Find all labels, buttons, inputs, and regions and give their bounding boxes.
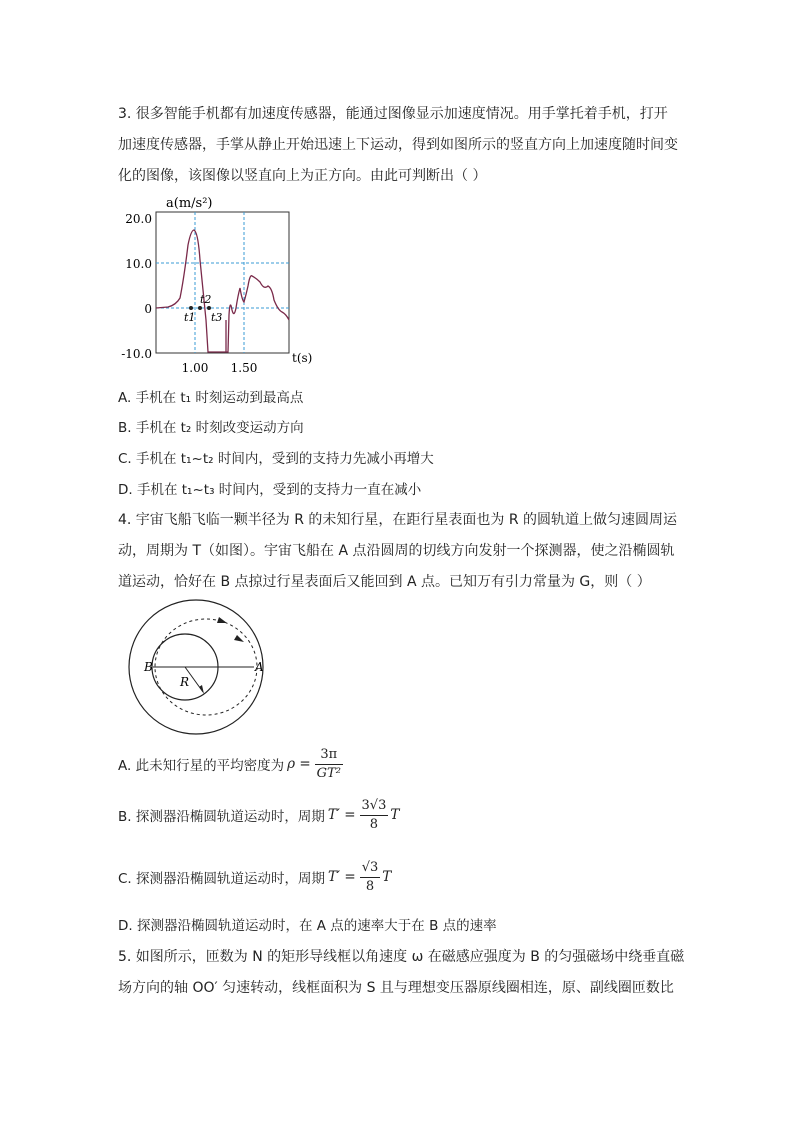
- q4-option-b-tail: T: [390, 807, 400, 823]
- q4-line-2: 动，周期为 T（如图）。宇宙飞船在 A 点沿圆周的切线方向发射一个探测器，使之沿椭圆轨: [118, 543, 675, 559]
- label-t1: t1: [184, 311, 196, 324]
- q4-option-a-fraction: [315, 746, 343, 783]
- x-axis-label: t(s): [292, 351, 313, 365]
- q4-option-b-lhs: T′ =: [327, 807, 356, 823]
- q4-option-b-fraction: [360, 797, 389, 834]
- orbit-arrow-outer: [217, 617, 227, 623]
- q4-option-b-numerator: 3√3: [360, 797, 389, 816]
- y-tick-0: 0: [144, 302, 152, 316]
- graph-grid: [156, 212, 289, 353]
- y-axis-label: a(m/s²): [166, 196, 213, 211]
- acceleration-time-graph: [118, 190, 318, 380]
- q5-line-1: 5. 如图所示，匝数为 N 的矩形导线框以角速度 ω 在磁感应强度为 B 的匀强磁场中绕垂直磁: [118, 949, 685, 965]
- q4-option-a-numerator: 3π: [315, 746, 343, 765]
- radius-arrowhead: [199, 685, 204, 694]
- q4-option-a: [118, 744, 343, 784]
- q3-line-3: 化的图像，该图像以竖直向上为正方向。由此可判断出（ ）: [118, 168, 487, 184]
- q4-option-b: [118, 795, 399, 835]
- point-t1: [189, 306, 193, 310]
- label-r: R: [180, 675, 190, 689]
- q4-option-c-numerator: √3: [360, 859, 381, 878]
- y-tick-10: 10.0: [125, 257, 152, 271]
- point-t2: [198, 306, 202, 310]
- x-tick-1-50: 1.50: [230, 361, 258, 375]
- q4-option-c: [118, 857, 391, 897]
- label-t3: t3: [211, 311, 223, 324]
- q4-option-b-denominator: 8: [369, 816, 379, 832]
- q4-line-1: 4. 宇宙飞船飞临一颗半径为 R 的未知行星，在距行星表面也为 R 的圆轨道上做匀速圆周运: [118, 512, 678, 528]
- label-b: B: [144, 660, 153, 674]
- q4-line-3: 道运动，恰好在 B 点掠过行星表面后又能回到 A 点。已知万有引力常量为 G，则（ ）: [118, 574, 651, 590]
- orbit-diagram: [118, 598, 278, 743]
- y-tick-neg10: -10.0: [121, 347, 152, 361]
- y-tick-20: 20.0: [125, 212, 152, 226]
- q3-line-1: 3. 很多智能手机都有加速度传感器，能通过图像显示加速度情况。用手掌托着手机，打开: [118, 106, 668, 122]
- q4-option-d: D. 探测器沿椭圆轨道运动时，在 A 点的速率大于在 B 点的速率: [118, 918, 497, 934]
- graph-frame: [156, 212, 289, 353]
- label-a: A: [255, 660, 264, 674]
- q4-option-a-lhs: ρ =: [287, 756, 311, 772]
- q4-option-c-tail: T: [382, 869, 392, 885]
- q4-option-b-text: B. 探测器沿椭圆轨道运动时，周期: [118, 809, 325, 825]
- orbit-arrow-inner: [234, 635, 244, 642]
- q4-option-c-lhs: T′ =: [328, 869, 356, 885]
- x-tick-1-00: 1.00: [181, 361, 209, 375]
- q4-option-c-denominator: 8: [365, 878, 375, 894]
- q5-line-2: 场方向的轴 OO′ 匀速转动，线框面积为 S 且与理想变压器原线圈相连，原、副线圈匝数比: [118, 980, 674, 996]
- q3-option-a: A. 手机在 t₁ 时刻运动到最高点: [118, 390, 304, 406]
- q3-option-d: D. 手机在 t₁~t₃ 时间内，受到的支持力一直在减小: [118, 482, 422, 498]
- q4-option-c-fraction: [360, 859, 381, 896]
- q4-option-a-text: A. 此未知行星的平均密度为: [118, 758, 285, 774]
- q3-option-b: B. 手机在 t₂ 时刻改变运动方向: [118, 420, 304, 436]
- q4-option-a-denominator: GT²: [316, 765, 341, 781]
- q3-option-c: C. 手机在 t₁~t₂ 时间内，受到的支持力先减小再增大: [118, 451, 434, 467]
- q3-line-2: 加速度传感器，手掌从静止开始迅速上下运动，得到如图所示的竖直方向上加速度随时间变: [118, 137, 678, 153]
- q4-option-c-text: C. 探测器沿椭圆轨道运动时，周期: [118, 871, 326, 887]
- point-t3: [207, 306, 211, 310]
- acceleration-curve: [156, 230, 289, 352]
- label-t2: t2: [200, 293, 212, 306]
